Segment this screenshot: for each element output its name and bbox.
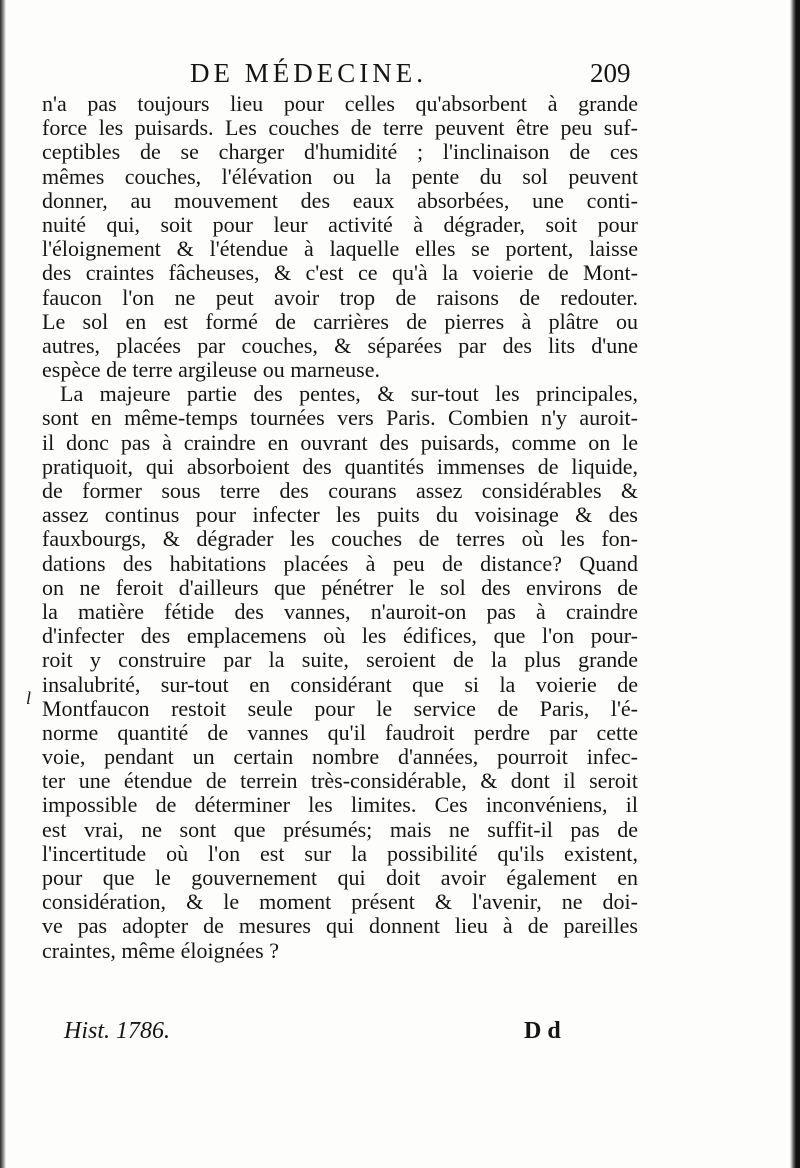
text-line: il donc pas à craindre en ouvrant des puisards, comme on le — [42, 430, 638, 455]
page-edge — [790, 0, 800, 1168]
running-head — [40, 58, 640, 94]
text-line: n'a pas toujours lieu pour celles qu'absorbent à grande — [42, 92, 638, 116]
text-line: Montfaucon restoit seule pour le service de Paris, l'é- — [42, 696, 638, 721]
text-line: ceptibles de se charger d'humidité ; l'inclinaison de ces — [42, 140, 638, 165]
text-line: roit y construire par la suite, seroient de la plus grande — [42, 648, 638, 673]
text-line: impossible de déterminer les limites. Ces inconvéniens, il — [42, 793, 638, 818]
text-line: la matière fétide des vannes, n'auroit-on pas à craindre — [42, 599, 638, 624]
gathering-mark: D d — [524, 1018, 561, 1044]
text-line: norme quantité de vannes qu'il faudroit perdre par cette — [42, 720, 638, 745]
page-footer — [64, 1018, 594, 1052]
binding-shadow — [0, 0, 6, 1168]
text-line: ter une étendue de terrein très-considérable, & dont il seroit — [42, 769, 638, 794]
text-line: d'infecter des emplacemens où les édifices, que l'on pour- — [42, 624, 638, 649]
text-line: Le sol en est formé de carrières de pierres à plâtre ou — [42, 309, 638, 334]
text-line: des craintes fâcheuses, & c'est ce qu'à la voierie de Mont- — [42, 261, 638, 286]
text-line: autres, placées par couches, & séparées par des lits d'une — [42, 333, 638, 358]
text-line: fauxbourgs, & dégrader les couches de terres où les fon- — [42, 527, 638, 552]
margin-mark: l — [26, 688, 32, 708]
page-number: 209 — [590, 58, 631, 88]
text-line: mêmes couches, l'élévation ou la pente du sol peuvent — [42, 164, 638, 189]
text-line: de former sous terre des courans assez considérables & — [42, 479, 638, 503]
text-line: on ne feroit d'ailleurs que pénétrer le sol des environs de — [42, 575, 638, 600]
text-line: sont en même-temps tournées vers Paris. Combien n'y auroit- — [42, 406, 638, 431]
text-line: insalubrité, sur-tout en considérant que si la voierie de — [42, 672, 638, 697]
text-line: pour que le gouvernement qui doit avoir également en — [42, 866, 638, 890]
text-line: faucon l'on ne peut avoir trop de raisons de redouter. — [42, 285, 638, 310]
text-line: est vrai, ne sont que présumés; mais ne suffit-il pas de — [42, 817, 638, 842]
text-line: donner, au mouvement des eaux absorbées, une conti- — [42, 188, 638, 213]
text-line: considération, & le moment présent & l'avenir, ne doi- — [42, 890, 638, 915]
text-line: nuité qui, soit pour leur activité à dégrader, soit pour — [42, 212, 638, 237]
text-line: l'éloignement & l'étendue à laquelle elles se portent, laisse — [42, 237, 638, 262]
text-line: pratiquoit, qui absorboient des quantités immenses de liquide, — [42, 454, 638, 479]
text-line: La majeure partie des pentes, & sur-tout les principales, — [60, 382, 638, 407]
text-line: espèce de terre argileuse ou marneuse. — [42, 358, 380, 383]
text-line: l'incertitude où l'on est sur la possibilité qu'ils existent, — [42, 841, 638, 866]
text-line: force les puisards. Les couches de terre peuvent être peu suf- — [42, 116, 638, 141]
body-text — [42, 92, 638, 963]
text-line: ve pas adopter de mesures qui donnent lieu à de pareilles — [42, 914, 638, 939]
text-line: dations des habitations placées à peu de distance? Quand — [42, 551, 638, 576]
text-line: assez continus pour infecter les puits du voisinage & des — [42, 503, 638, 528]
signature-mark: Hist. 1786. — [64, 1018, 171, 1044]
text-line: craintes, même éloignées ? — [42, 938, 280, 963]
running-title: DE MÉDECINE. — [190, 58, 427, 88]
text-line: voie, pendant un certain nombre d'années, pourroit infec- — [42, 745, 638, 770]
